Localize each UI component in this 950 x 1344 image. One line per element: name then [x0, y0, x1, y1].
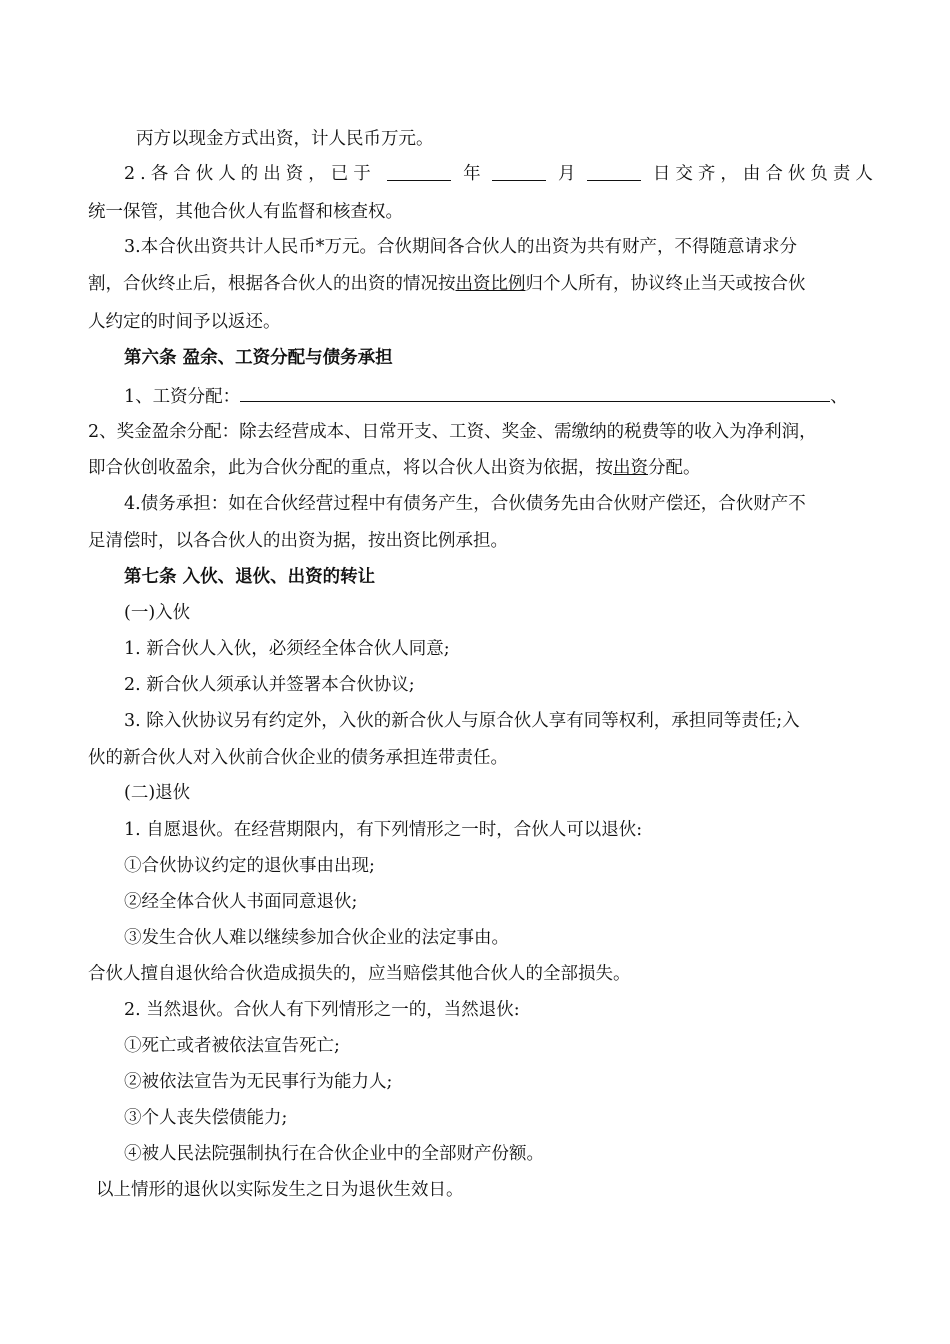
para-line: 人约定的时间予以返还。	[88, 312, 281, 332]
para-line: 3. 除入伙协议另有约定外，入伙的新合伙人与原合伙人享有同等权利，承担同等责任;入	[124, 711, 800, 731]
blank-year	[387, 162, 451, 181]
list-item: ①死亡或者被依法宣告死亡;	[124, 1036, 340, 1056]
para-line: 伙的新合伙人对入伙前合伙企业的债务承担连带责任。	[88, 748, 508, 768]
text-segment: 1、工资分配：	[124, 387, 241, 407]
list-item: ③个人丧失偿债能力;	[124, 1108, 288, 1128]
text-segment: 年	[463, 164, 481, 184]
para-line: 2. 当然退伙。合伙人有下列情形之一的，当然退伙:	[124, 1000, 520, 1020]
underlined-term: 出资比例	[455, 274, 526, 294]
para-line: 4.债务承担：如在合伙经营过程中有债务产生，合伙债务先由合伙财产偿还，合伙财产不	[124, 494, 806, 514]
para-line: 以上情形的退伙以实际发生之日为退伙生效日。	[96, 1180, 464, 1200]
list-item: ④被人民法院强制执行在合伙企业中的全部财产份额。	[124, 1144, 544, 1164]
article-heading: 第七条 入伙、退伙、出资的转让	[124, 567, 376, 587]
para-line	[88, 272, 878, 296]
para-line	[88, 456, 878, 480]
para-line	[124, 162, 878, 186]
text-segment: 分配。	[648, 458, 701, 478]
text-segment: 、	[830, 387, 848, 407]
text-segment: 割，合伙终止后，根据各合伙人的出资的情况按	[88, 274, 456, 294]
text-segment: 2.各合伙人的出资，已于	[124, 164, 376, 184]
para-line: 1. 新合伙人入伙，必须经全体合伙人同意;	[124, 639, 450, 659]
para-line: 2、奖金盈余分配：除去经营成本、日常开支、工资、奖金、需缴纳的税费等的收入为净利润，	[88, 422, 817, 442]
list-item: ②经全体合伙人书面同意退伙;	[124, 892, 358, 912]
text-segment: 日交齐，由合伙负责人	[652, 164, 878, 184]
text-segment: 月	[558, 164, 576, 184]
underlined-term: 出资	[613, 458, 648, 478]
blank-line	[240, 383, 830, 402]
text-segment: 即合伙创收盈余，此为合伙分配的重点，将以合伙人出资为依据，按	[88, 458, 613, 478]
para-line	[124, 383, 878, 409]
para-line: 2. 新合伙人须承认并签署本合伙协议;	[124, 675, 415, 695]
para-line: 统一保管，其他合伙人有监督和核查权。	[88, 202, 403, 222]
blank-month	[492, 162, 546, 181]
text-segment: 归个人所有，协议终止当天或按合伙	[525, 274, 806, 294]
para-line: 足清偿时，以各合伙人的出资为据，按出资比例承担。	[88, 531, 508, 551]
list-item: ②被依法宣告为无民事行为能力人;	[124, 1072, 393, 1092]
section-heading: (一)入伙	[124, 603, 191, 623]
list-item: ③发生合伙人难以继续参加合伙企业的法定事由。	[124, 928, 509, 948]
para-line: 1. 自愿退伙。在经营期限内，有下列情形之一时，合伙人可以退伙:	[124, 820, 643, 840]
section-heading: (二)退伙	[124, 783, 191, 803]
para-line: 丙方以现金方式出资，计人民币万元。	[136, 129, 434, 149]
para-line: 3.本合伙出资共计人民币*万元。合伙期间各合伙人的出资为共有财产，不得随意请求分	[124, 237, 797, 257]
list-item: ①合伙协议约定的退伙事由出现;	[124, 856, 375, 876]
para-line: 合伙人擅自退伙给合伙造成损失的，应当赔偿其他合伙人的全部损失。	[88, 964, 631, 984]
blank-day	[587, 162, 641, 181]
article-heading: 第六条 盈余、工资分配与债务承担	[124, 348, 393, 368]
